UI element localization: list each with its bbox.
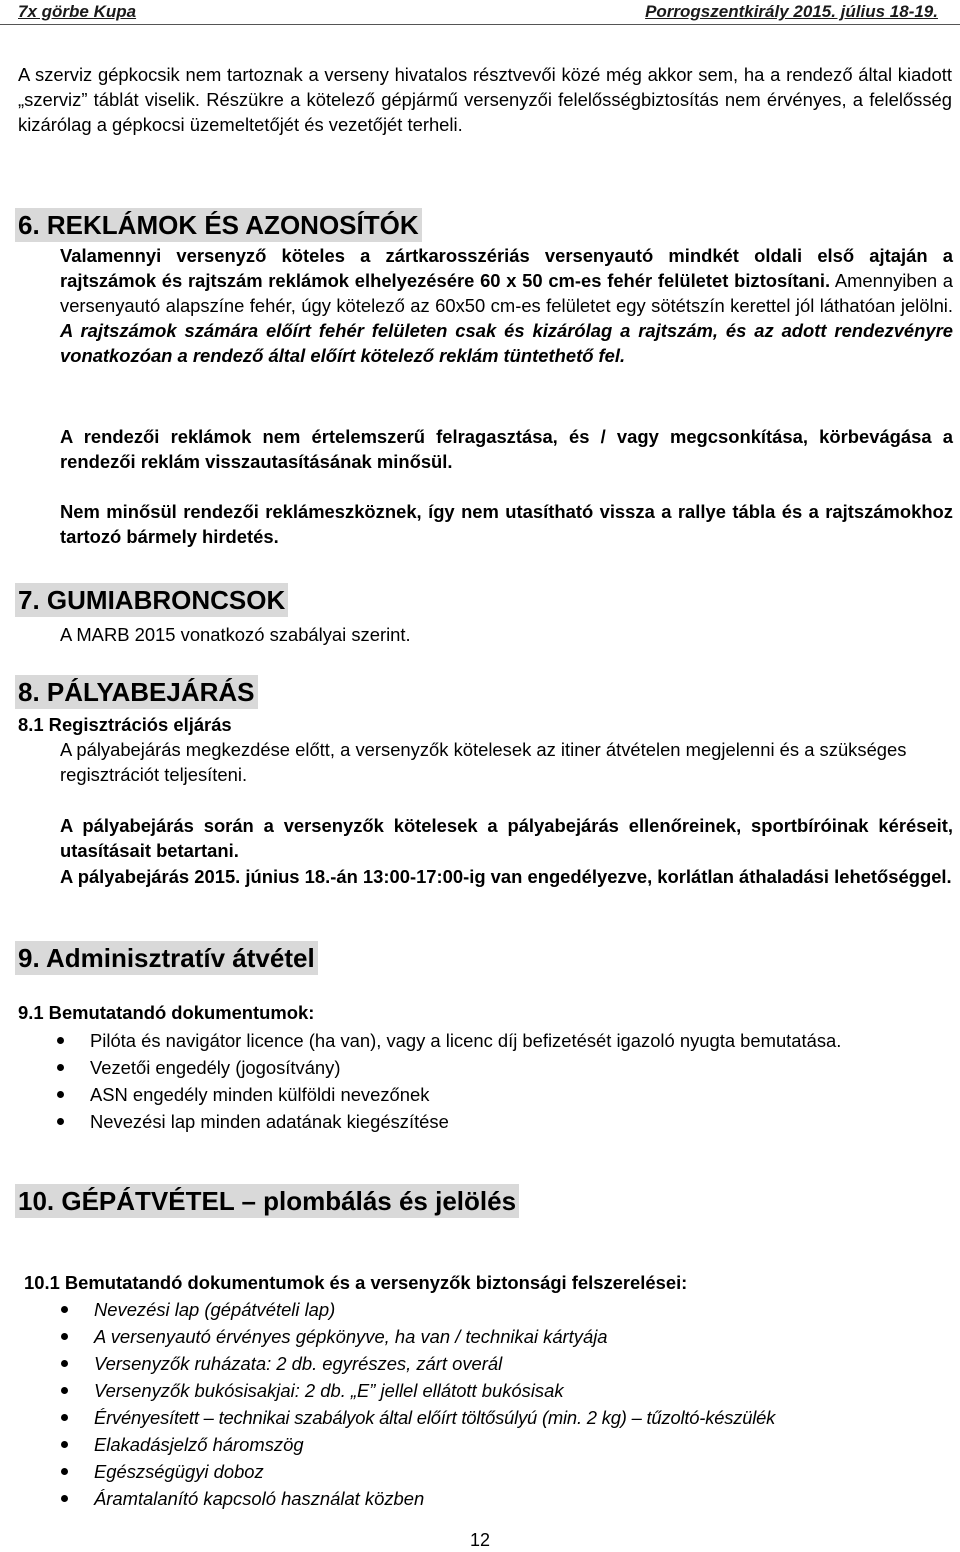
bullet-icon: [61, 1333, 68, 1340]
bullet-icon: [57, 1037, 64, 1044]
section-8-subtitle: 8.1 Regisztrációs eljárás: [18, 714, 232, 735]
list-item: Versenyzők ruházata: 2 db. egyrészes, zárt overál: [94, 1350, 960, 1377]
bullet-icon: [61, 1495, 68, 1502]
header-divider: [0, 24, 960, 25]
bullet-icon: [57, 1064, 64, 1071]
list-item: Érvényesített – technikai szabályok által előírt töltősúlyú (min. 2 kg) – tűzoltó-készülék: [94, 1404, 960, 1431]
section-9-subtitle: 9.1 Bemutatandó dokumentumok:: [18, 1002, 315, 1023]
section-6-normal-text: Amennyiben a versenyautó alapszíne fehér, úgy kötelező az 60x50 cm-es felületet egy sötétszín kerettel jól láthatóan jelölni.: [60, 270, 953, 316]
list-item: Nevezési lap minden adatának kiegészítése: [90, 1108, 890, 1135]
list-item: Pilóta és navigátor licence (ha van), vagy a licenc díj befizetését igazoló nyugta bemutatása.: [90, 1027, 890, 1054]
section-7-heading: 7. GUMIABRONCSOK: [15, 583, 288, 617]
page-number: 12: [469, 1530, 491, 1550]
section-6-italic-text: A rajtszámok számára előírt fehér felületen csak és kizárólag a rajtszám, és az adott rendezvényre vonatkozóan a rendező által előírt kötelező reklám tüntethető fel.: [60, 320, 953, 366]
list-item: ASN engedély minden külföldi nevezőnek: [90, 1081, 890, 1108]
section-10-list: [94, 1296, 960, 1512]
section-8-heading: 8. PÁLYABEJÁRÁS: [15, 675, 258, 709]
section-9-heading: 9. Adminisztratív átvétel: [15, 941, 318, 975]
bullet-icon: [61, 1306, 68, 1313]
section-6-paragraph-2: A rendezői reklámok nem értelemszerű felragasztása, és / vagy megcsonkítása, körbevágása a rendezői reklám visszautasításának minősül.: [60, 426, 953, 472]
bullet-icon: [61, 1441, 68, 1448]
section-10-subtitle: 10.1 Bemutatandó dokumentumok és a versenyzők biztonsági felszerelései:: [24, 1272, 688, 1293]
section-8-paragraph-3: A pályabejárás 2015. június 18.-án 13:00-17:00-ig van engedélyezve, korlátlan áthaladási lehetőséggel.: [60, 866, 952, 887]
section-6-heading: 6. REKLÁMOK ÉS AZONOSÍTÓK: [15, 208, 422, 242]
bullet-icon: [57, 1091, 64, 1098]
list-item: Egészségügyi doboz: [94, 1458, 960, 1485]
intro-paragraph: A szerviz gépkocsik nem tartoznak a verseny hivatalos résztvevői közé még akkor sem, ha a rendező által kiadott „szerviz” táblát viselik. Részükre a kötelező gépjármű versenyzői felelősségbiztosítás nem érvényes, a felelősség kizárólag a gépkocsi üzemeltetőjét és vezetőjét terheli.: [18, 64, 952, 135]
list-item: Áramtalanító kapcsoló használat közben: [94, 1485, 960, 1512]
header-left: 7x görbe Kupa: [18, 2, 137, 21]
bullet-icon: [61, 1468, 68, 1475]
section-9-list: [90, 1027, 890, 1135]
section-6-bold-text: Valamennyi versenyző köteles a zártkarosszériás versenyautó mindkét oldali első ajtaján a rajtszámok és rajtszám reklámok elhelyezésére 60 x 50 cm-es fehér felületet biztosítani.: [60, 245, 953, 291]
bullet-icon: [61, 1414, 68, 1421]
list-item: A versenyautó érvényes gépkönyve, ha van / technikai kártyája: [94, 1323, 960, 1350]
list-item: Elakadásjelző háromszög: [94, 1431, 960, 1458]
section-8-paragraph-2: A pályabejárás során a versenyzők kötelesek a pályabejárás ellenőreinek, sportbíróinak kéréseit, utasításait betartani.: [60, 815, 953, 861]
section-10-heading: 10. GÉPÁTVÉTEL – plombálás és jelölés: [15, 1184, 519, 1218]
list-item: Versenyzők bukósisakjai: 2 db. „E” jellel ellátott bukósisak: [94, 1377, 960, 1404]
list-item: Nevezési lap (gépátvételi lap): [94, 1296, 960, 1323]
bullet-icon: [61, 1360, 68, 1367]
section-6-paragraph-3: Nem minősül rendezői reklámeszköznek, így nem utasítható vissza a rallye tábla és a rajtszámokhoz tartozó bármely hirdetés.: [60, 501, 953, 547]
header-right: Porrogszentkirály 2015. július 18-19.: [645, 2, 938, 21]
section-8-paragraph-1: A pályabejárás megkezdése előtt, a versenyzők kötelesek az itiner átvételen megjelenni és a szükséges regisztrációt teljesíteni.: [60, 739, 907, 785]
bullet-icon: [61, 1387, 68, 1394]
section-7-text: A MARB 2015 vonatkozó szabályai szerint.: [60, 624, 411, 645]
bullet-icon: [57, 1118, 64, 1125]
list-item: Vezetői engedély (jogosítvány): [90, 1054, 890, 1081]
section-6-paragraph-1: [60, 243, 953, 368]
